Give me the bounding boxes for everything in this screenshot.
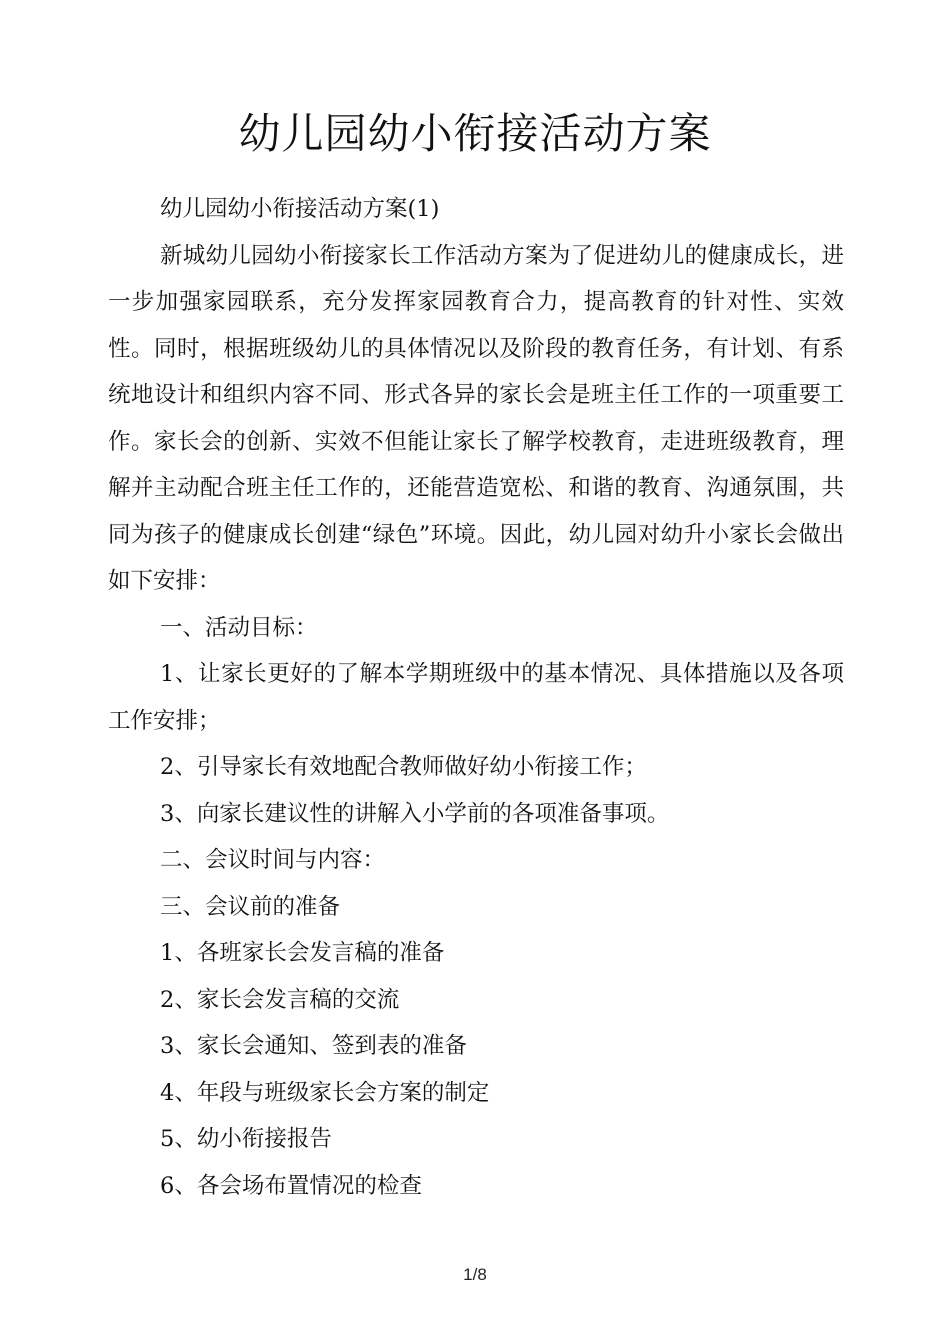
- paragraph: 1、各班家长会发言稿的准备: [160, 940, 445, 966]
- paragraph: 新城幼儿园幼小衔接家长工作活动方案为了促进幼儿的健康成长，进一步加强家园联系，充分发挥家园教育合力，提高教育的针对性、实效性。同时，根据班级幼儿的具体情况以及阶段的教育任务，有计划、有系统地设计和组织内容不同、形式各异的家长会是班主任工作的一项重要工作。家长会的创新、实效不但能让家长了解学校教育，走进班级教育，理解并主动配合班主任工作的，还能营造宽松、和谐的教育、沟通氛围，共同为孩子的健康成长创建“绿色”环境。因此，幼儿园对幼升小家长会做出如下安排：: [108, 242, 844, 594]
- paragraph: 一、活动目标：: [160, 614, 318, 641]
- paragraph: 幼儿园幼小衔接活动方案(1): [160, 196, 440, 222]
- document-body: [108, 186, 844, 1209]
- paragraph: 4、年段与班级家长会方案的制定: [160, 1079, 490, 1106]
- paragraph: 3、向家长建议性的讲解入小学前的各项准备事项。: [160, 800, 670, 827]
- paragraph: 3、家长会通知、签到表的准备: [160, 1033, 467, 1059]
- paragraph: 6、各会场布置情况的检查: [160, 1172, 422, 1199]
- paragraph: 2、引导家长有效地配合教师做好幼小衔接工作；: [160, 754, 647, 780]
- paragraph: 5、幼小衔接报告: [160, 1126, 332, 1152]
- paragraph: 二、会议时间与内容：: [160, 847, 386, 873]
- document-title: 幼儿园幼小衔接活动方案: [238, 109, 712, 158]
- paragraph: 1、让家长更好的了解本学期班级中的基本情况、具体措施以及各项工作安排；: [108, 661, 844, 734]
- page-number: 1/8: [463, 1265, 487, 1284]
- paragraph: 2、家长会发言稿的交流: [160, 986, 400, 1013]
- paragraph: 三、会议前的准备: [160, 893, 341, 920]
